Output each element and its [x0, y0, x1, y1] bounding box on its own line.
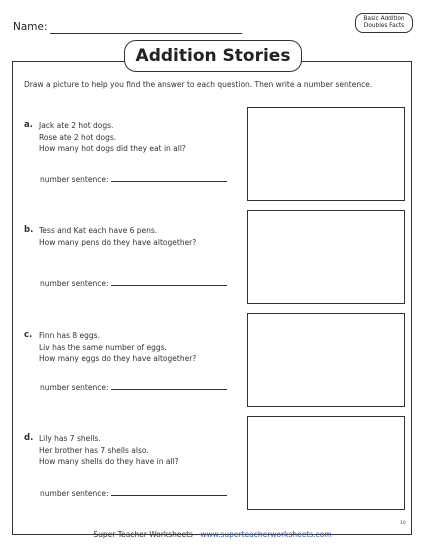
answer-line-d[interactable]: [111, 487, 227, 496]
question-line: Finn has 8 eggs.: [39, 331, 100, 340]
footer-separator: -: [192, 530, 201, 539]
number-sentence-a: [40, 173, 227, 184]
question-letter: c.: [24, 330, 33, 340]
footer: [0, 530, 425, 539]
question-line: How many hot dogs did they eat in all?: [39, 144, 186, 153]
answer-line-b[interactable]: [111, 277, 227, 286]
number-sentence-c: [40, 381, 227, 392]
question-line: Liv has the same number of eggs.: [39, 342, 167, 352]
badge-line-2: Doubles Facts: [363, 23, 405, 29]
drawing-box-c[interactable]: [247, 313, 405, 407]
answer-line-c[interactable]: [111, 381, 227, 390]
number-sentence-label: number sentence:: [40, 279, 109, 288]
question-line: How many eggs do they have altogether?: [39, 354, 197, 363]
page-number: 10: [400, 521, 406, 526]
drawing-box-d[interactable]: [247, 416, 405, 510]
question-letter: a.: [24, 120, 33, 130]
question-letter: b.: [24, 225, 34, 235]
question-line: Jack ate 2 hot dogs.: [39, 121, 114, 130]
name-line[interactable]: [50, 33, 242, 34]
question-letter: d.: [24, 433, 34, 443]
page-title: Addition Stories: [124, 40, 302, 72]
answer-line-a[interactable]: [111, 173, 227, 182]
instructions: Draw a picture to help you find the answer to each question. Then write a number sentence.: [24, 80, 373, 89]
footer-url-link[interactable]: www.superteacherworksheets.com: [200, 530, 332, 539]
question-line: Rose ate 2 hot dogs.: [39, 132, 117, 142]
number-sentence-b: [40, 277, 227, 288]
name-label: Name:: [13, 21, 48, 33]
number-sentence-label: number sentence:: [40, 383, 109, 392]
drawing-box-b[interactable]: [247, 210, 405, 304]
question-line: Her brother has 7 shells also.: [39, 445, 149, 455]
footer-brand: Super Teacher Worksheets: [93, 530, 193, 539]
number-sentence-label: number sentence:: [40, 175, 109, 184]
question-line: How many pens do they have altogether?: [39, 237, 197, 247]
question-line: How many shells do they have in all?: [39, 457, 179, 466]
number-sentence-d: [40, 487, 227, 498]
question-line: Lily has 7 shells.: [39, 434, 101, 443]
number-sentence-label: number sentence:: [40, 489, 109, 498]
drawing-box-a[interactable]: [247, 107, 405, 201]
badge-line-1: Basic Addition: [363, 16, 405, 22]
question-line: Tess and Kat each have 6 pens.: [39, 226, 158, 235]
topic-badge: [355, 13, 413, 33]
